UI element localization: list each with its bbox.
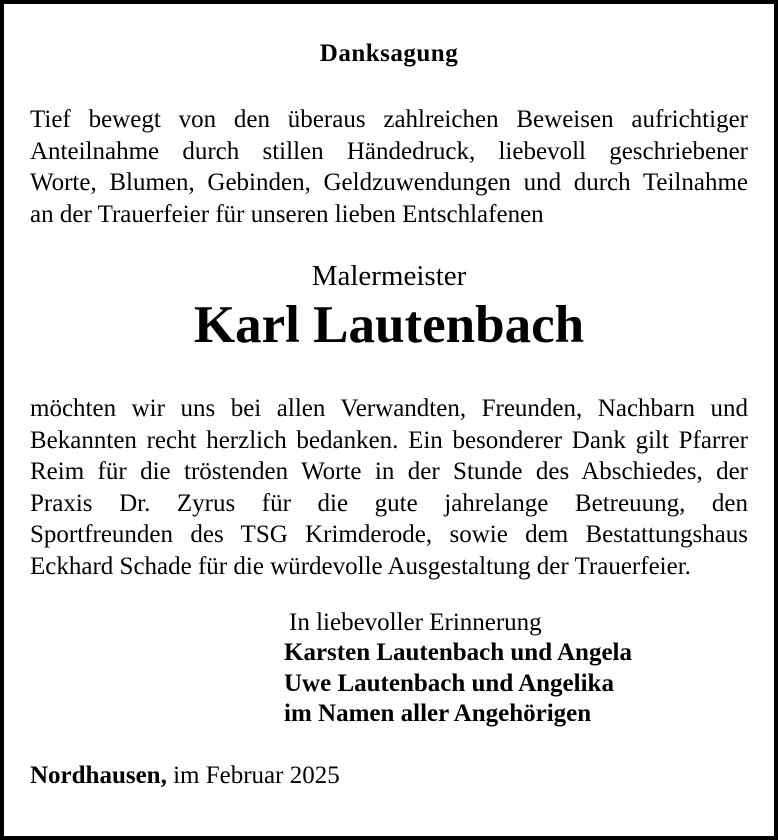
date-text: im Februar 2025 bbox=[173, 762, 340, 789]
intro-line: Tief bewegt von den überaus zahlreichen Beweisen aufrichtiger bbox=[30, 106, 748, 133]
mourner-name: Uwe Lautenbach und Angelika bbox=[284, 669, 614, 697]
place-date-line bbox=[30, 761, 340, 791]
thanks-line: Eckhard Schade für die würdevolle Ausgestaltung der Trauerfeier. bbox=[30, 552, 691, 580]
thanks-line: Praxis Dr. Zyrus für die gute jahrelange Betreuung, den bbox=[30, 489, 748, 517]
signature-block bbox=[284, 608, 632, 730]
deceased-profession: Malermeister bbox=[311, 260, 467, 292]
thanks-paragraph bbox=[30, 393, 748, 582]
intro-line: an der Trauerfeier für unseren lieben Entschlafenen bbox=[30, 200, 544, 228]
thanks-line: Reim für die tröstenden Worte in der Stunde des Abschiedes, der bbox=[30, 458, 748, 485]
intro-line: Anteilnahme durch stillen Händedruck, liebevoll geschriebener bbox=[30, 137, 748, 165]
notice-title: Danksagung bbox=[319, 40, 459, 67]
intro-paragraph bbox=[30, 104, 748, 230]
city-name: Nordhausen, bbox=[30, 762, 167, 789]
mourner-name: im Namen aller Angehörigen bbox=[284, 700, 592, 728]
thanks-line: Bekannten recht herzlich bedanken. Ein besonderer Dank gilt Pfarrer bbox=[30, 426, 748, 454]
thanks-line: Sportfreunden des TSG Krimderode, sowie dem Bestattungshaus bbox=[30, 521, 748, 548]
mourner-name: Karsten Lautenbach und Angela bbox=[284, 639, 632, 667]
deceased-name: Karl Lautenbach bbox=[193, 296, 585, 354]
memorial-line: In liebevoller Erinnerung bbox=[289, 609, 542, 636]
intro-line: Worte, Blumen, Gebinden, Geldzuwendungen und durch Teilnahme bbox=[30, 169, 748, 196]
thanks-line: möchten wir uns bei allen Verwandten, Freunden, Nachbarn und bbox=[30, 395, 748, 422]
